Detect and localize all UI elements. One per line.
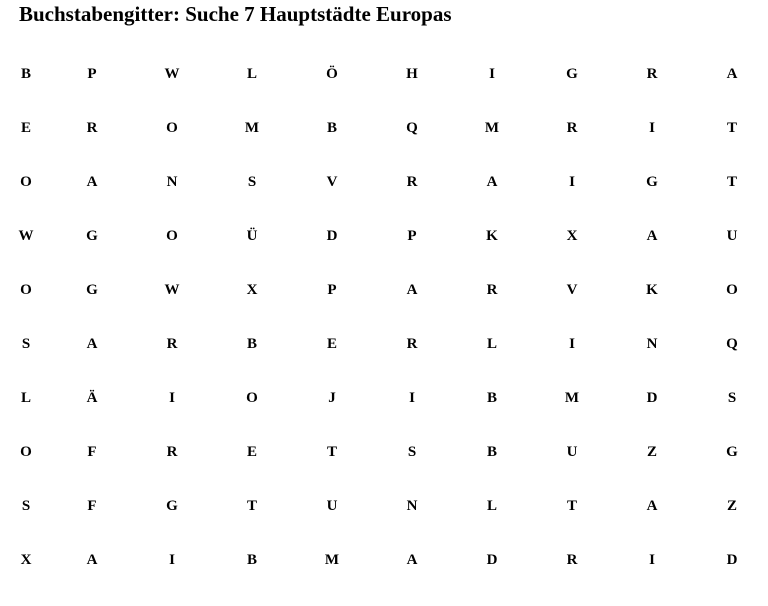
grid-cell[interactable]: X [246,282,258,298]
grid-row-6 [0,317,768,371]
grid-cell[interactable]: U [326,498,338,514]
grid-cell[interactable]: V [326,174,338,190]
grid-cell[interactable]: B [326,120,337,136]
grid-cell[interactable]: D [326,228,338,244]
grid-cell[interactable]: T [726,174,737,190]
grid-cell[interactable]: Q [406,120,418,136]
grid-cell[interactable]: P [87,66,97,82]
grid-cell[interactable]: A [726,66,738,82]
grid-cell[interactable]: D [486,552,498,568]
grid-row-8 [0,425,768,479]
grid-cell[interactable]: B [20,66,31,82]
grid-cell[interactable]: R [566,552,578,568]
grid-cell[interactable]: R [166,336,178,352]
grid-cell[interactable]: I [569,336,575,352]
grid-cell[interactable]: R [646,66,658,82]
grid-cell[interactable]: I [649,120,655,136]
grid-row-2 [0,101,768,155]
grid-cell[interactable]: G [166,498,178,514]
grid-cell[interactable]: A [406,552,418,568]
grid-cell[interactable]: A [86,174,98,190]
grid-cell[interactable]: T [726,120,737,136]
grid-cell[interactable]: B [246,552,257,568]
grid-cell[interactable]: M [324,552,340,568]
grid-cell[interactable]: G [726,444,738,460]
grid-row-5 [0,263,768,317]
grid-cell[interactable]: R [486,282,498,298]
grid-cell[interactable]: S [407,444,417,460]
grid-cell[interactable]: I [169,552,175,568]
grid-cell[interactable]: U [566,444,578,460]
grid-cell[interactable]: I [169,390,175,406]
grid-cell[interactable]: Z [726,498,737,514]
grid-cell[interactable]: O [20,282,32,298]
grid-cell[interactable]: M [564,390,580,406]
grid-cell[interactable]: J [328,390,336,406]
grid-cell[interactable]: G [646,174,658,190]
page-title: Buchstabengitter: Suche 7 Hauptstädte Europas [19,2,452,26]
grid-cell[interactable]: U [726,228,738,244]
grid-cell[interactable]: F [87,498,97,514]
grid-cell[interactable]: P [327,282,337,298]
grid-row-1 [0,47,768,101]
grid-cell[interactable]: S [727,390,737,406]
grid-cell[interactable]: B [246,336,257,352]
grid-cell[interactable]: T [326,444,337,460]
grid-cell[interactable]: A [406,282,418,298]
grid-cell[interactable]: Ö [326,66,338,82]
grid-cell[interactable]: D [646,390,658,406]
grid-cell[interactable]: E [246,444,257,460]
grid-cell[interactable]: E [20,120,31,136]
grid-cell[interactable]: W [18,228,34,244]
grid-cell[interactable]: L [486,336,497,352]
grid-cell[interactable]: G [566,66,578,82]
grid-cell[interactable]: A [86,336,98,352]
grid-cell[interactable]: Q [726,336,738,352]
grid-cell[interactable]: S [247,174,257,190]
grid-cell[interactable]: N [646,336,658,352]
grid-cell[interactable]: S [21,498,31,514]
grid-row-10 [0,533,768,587]
grid-cell[interactable]: X [566,228,578,244]
grid-cell[interactable]: I [489,66,495,82]
grid-cell[interactable]: D [726,552,738,568]
grid-cell[interactable]: N [406,498,418,514]
grid-cell[interactable]: I [649,552,655,568]
grid-row-3 [0,155,768,209]
grid-cell[interactable]: O [246,390,258,406]
grid-cell[interactable]: Z [646,444,657,460]
grid-row-4 [0,209,768,263]
grid-cell[interactable]: E [326,336,337,352]
grid-cell[interactable]: R [86,120,98,136]
grid-cell[interactable]: N [166,174,178,190]
grid-cell[interactable]: A [646,498,658,514]
grid-cell[interactable]: V [566,282,578,298]
grid-cell[interactable]: O [166,228,178,244]
grid-cell[interactable]: W [164,282,180,298]
grid-cell[interactable]: L [486,498,497,514]
grid-cell[interactable]: B [486,390,497,406]
grid-row-9 [0,479,768,533]
grid-cell[interactable]: A [86,552,98,568]
grid-cell[interactable]: L [20,390,31,406]
letter-grid [0,47,768,587]
grid-cell[interactable]: R [166,444,178,460]
grid-cell[interactable]: T [246,498,257,514]
grid-cell[interactable]: M [244,120,260,136]
grid-cell[interactable]: G [86,228,98,244]
grid-cell[interactable]: O [20,174,32,190]
grid-cell[interactable]: S [21,336,31,352]
grid-cell[interactable]: T [566,498,577,514]
grid-cell[interactable]: A [486,174,498,190]
grid-cell[interactable]: Ä [86,390,98,406]
grid-cell[interactable]: K [486,228,498,244]
grid-cell[interactable]: R [406,174,418,190]
grid-cell[interactable]: K [646,282,658,298]
grid-cell[interactable]: L [246,66,257,82]
grid-cell[interactable]: Ü [246,228,258,244]
grid-cell[interactable]: B [486,444,497,460]
grid-cell[interactable]: P [407,228,417,244]
grid-cell[interactable]: F [87,444,97,460]
grid-cell[interactable]: R [566,120,578,136]
grid-cell[interactable]: O [20,444,32,460]
grid-cell[interactable]: W [164,66,180,82]
grid-cell[interactable]: A [646,228,658,244]
grid-cell[interactable]: O [726,282,738,298]
grid-cell[interactable]: M [484,120,500,136]
grid-cell[interactable]: X [20,552,32,568]
grid-row-7 [0,371,768,425]
grid-cell[interactable]: O [166,120,178,136]
grid-cell[interactable]: I [409,390,415,406]
grid-cell[interactable]: I [569,174,575,190]
grid-cell[interactable]: G [86,282,98,298]
grid-cell[interactable]: H [406,66,418,82]
grid-cell[interactable]: R [406,336,418,352]
